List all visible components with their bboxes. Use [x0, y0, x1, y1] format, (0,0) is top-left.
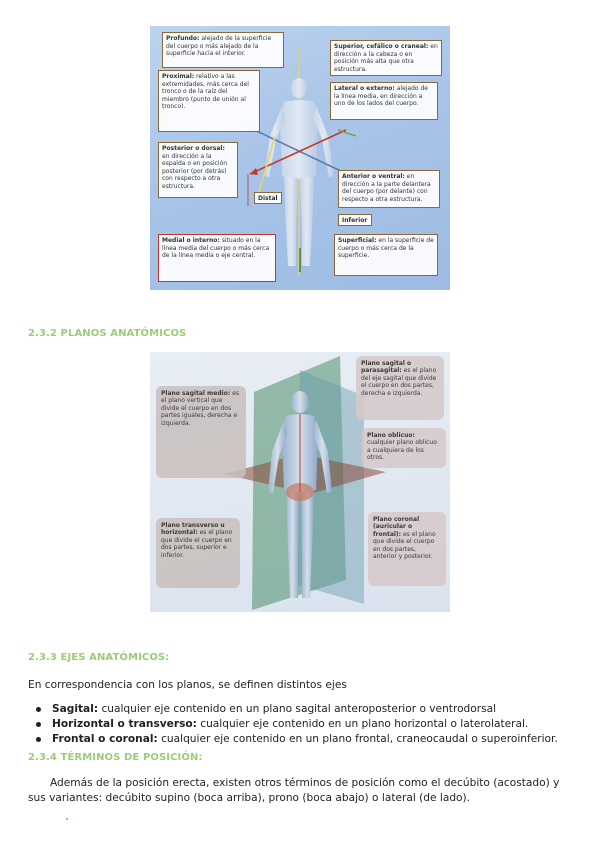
callout-lateral: Lateral o externo: alejado de la línea media, en dirección a uno de los lados del cuerpo. [330, 82, 438, 120]
list-item: Horizontal o transverso: cualquier eje contenido en un plano horizontal o laterolateral. [30, 717, 590, 732]
decorative-dot [66, 818, 68, 820]
card-plano-oblicuo: Plano oblicuo: cualquier plano oblicuo a cualquiera de los otros. [362, 428, 446, 468]
anatomical-directions-figure [150, 26, 450, 290]
callout-profundo: Profundo: alejado de la superficie del cuerpo o más alejado de la superficie hacia el interior. [162, 32, 284, 68]
callout-posterior: Posterior o dorsal: en dirección a la espalda o en posición posterior (por detrás) con respecto a otra estructura. [158, 142, 238, 198]
card-plano-sagital-medio: Plano sagital medio: es el plano vertical que divide el cuerpo en dos partes iguales, derecha e izquierda. [156, 386, 246, 478]
section-heading-planos: 2.3.2 PLANOS ANATÓMICOS [28, 328, 187, 339]
card-plano-transverso: Plano transverso u horizontal: es el plano que divide el cuerpo en dos partes, superior e inferior. [156, 518, 240, 588]
bullet-icon [36, 707, 41, 712]
bullet-icon [36, 737, 41, 742]
bullet-icon [36, 722, 41, 727]
list-item: Sagital: cualquier eje contenido en un plano sagital anteroposterior o ventrodorsal [30, 702, 590, 717]
anatomical-planes-figure [150, 352, 450, 612]
terminos-paragraph: Además de la posición erecta, existen otros términos de posición como el decúbito (acostado) y sus variantes: decúbito supino (boca arriba), prono (boca abajo) o lateral (de lado). [28, 777, 560, 804]
callout-superficial: Superficial: en la superficie de cuerpo o más cerca de la superficie. [334, 234, 438, 276]
callout-superior: Superior, cefálico o craneal: en dirección a la cabeza o en posición más alta que otra estructura. [330, 40, 442, 76]
ejes-intro: En correspondencia con los planos, se definen distintos ejes [28, 679, 347, 691]
list-item: Frontal o coronal: cualquier eje contenido en un plano frontal, craneocaudal o superoinferior. [30, 732, 590, 747]
section-heading-terminos: 2.3.4 TÉRMINOS DE POSICIÓN: [28, 752, 203, 763]
card-plano-coronal: Plano coronal (auricular o frontal): es el plano que divide el cuerpo en dos partes, anterior y posterior. [368, 512, 446, 586]
callout-anterior: Anterior o ventral: en dirección a la parte delantera del cuerpo (por delante) con respecto a otra estructura. [338, 170, 440, 208]
ejes-list [30, 702, 590, 747]
callout-inferior: Inferior [338, 214, 372, 226]
callout-distal: Distal [254, 192, 282, 204]
section-heading-ejes: 2.3.3 EJES ANATÓMICOS: [28, 652, 170, 663]
callout-proximal: Proximal: relativo a las extremidades, más cerca del tronco o de la raíz del miembro (punto de unión al tronco). [158, 70, 260, 132]
callout-medial: Medial o interno: situado en la línea media del cuerpo o más cerca de la línea media o eje central. [158, 234, 276, 282]
card-plano-sagital: Plano sagital o parasagital: es el plano del eje sagital que divide el cuerpo en dos partes, derecha e izquierda. [356, 356, 444, 420]
